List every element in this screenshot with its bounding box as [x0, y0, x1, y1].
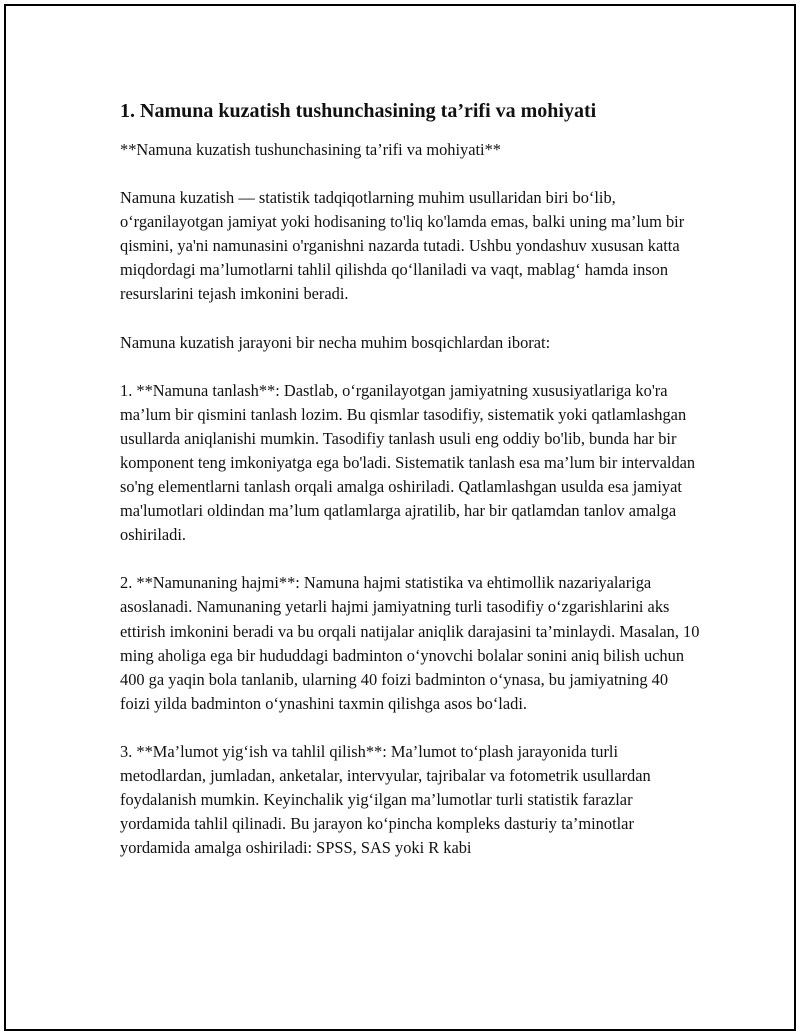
paragraph-stages-intro: Namuna kuzatish jarayoni bir necha muhim bosqichlardan iborat: — [120, 332, 551, 352]
paragraph-sample-size: 2. **Namunaning hajmi**: Namuna hajmi statistika va ehtimollik nazariyalariga asoslanadi. Namunaning yetarli hajmi jamiyatning turli tasodifiy o‘zgarishlarini aks ettirish imkonini beradi va bu orqali natijalar aniqlik darajasini ta’minlaydi. Masalan, 10 ming aholiga ega bir hududdagi badminton o‘ynovchi bolalar sonini aniq bilish uchun 400 ga yaqin bola tanlanib, ularning 40 foizi badminton o‘ynasa, bu jamiyatning 40 foizi yilda badminton o‘ynashini taxmin qilishga asos bo‘ladi. — [120, 573, 700, 713]
paragraph-data-collection: 3. **Ma’lumot yig‘ish va tahlil qilish**: Ma’lumot to‘plash jarayonida turli metodlardan, jumladan, anketalar, intervyular, tajribalar va fotometrik usullardan foydalanish mumkin. Keyinchalik yig‘ilgan ma’lumotlar turli statistik farazlar yordamida tahlil qilinadi. Bu jarayon ko‘pincha kompleks dasturiy ta’minotlar yordamida amalga oshiriladi: SPSS, SAS yoki R kabi — [120, 741, 651, 858]
section-subheading: **Namuna kuzatish tushunchasining ta’rifi va mohiyati** — [120, 140, 502, 159]
paragraph-definition: Namuna kuzatish — statistik tadqiqotlarning muhim usullaridan biri bo‘lib, o‘rganilayotgan jamiyat yoki hodisaning to'liq ko'lamda emas, balki uning ma’lum bir qismini, ya'ni namunasini o'rganishni nazarda tutadi. Ushbu yondashuv xususan katta miqdordagi ma’lumotlarni tahlil qilishda qo‘llaniladi va vaqt, mablag‘ hamda inson resurslarini tejash imkonini beradi. — [120, 188, 685, 304]
page-frame — [4, 4, 796, 1031]
document-body — [120, 98, 700, 884]
section-heading: 1. Namuna kuzatish tushunchasining ta’rifi va mohiyati — [120, 100, 597, 122]
paragraph-sample-selection: 1. **Namuna tanlash**: Dastlab, o‘rganilayotgan jamiyatning xususiyatlariga ko'ra ma’lum bir qismini tanlash lozim. Bu qismlar tasodifiy, sistematik yoki qatlamlashgan usullarda aniqlanishi mumkin. Tasodifiy tanlash usuli eng oddiy bo'lib, bunda har bir komponent teng imkoniyatga ega bo'ladi. Sistematik tanlash esa ma’lum bir intervaldan so'ng elementlarni tanlash orqali amalga oshiriladi. Qatlamlashgan usulda esa jamiyat ma'lumotlari oldindan ma’lum qatlamlarga ajratilib, har bir qatlamdan tanlov amalga oshiriladi. — [120, 380, 696, 545]
